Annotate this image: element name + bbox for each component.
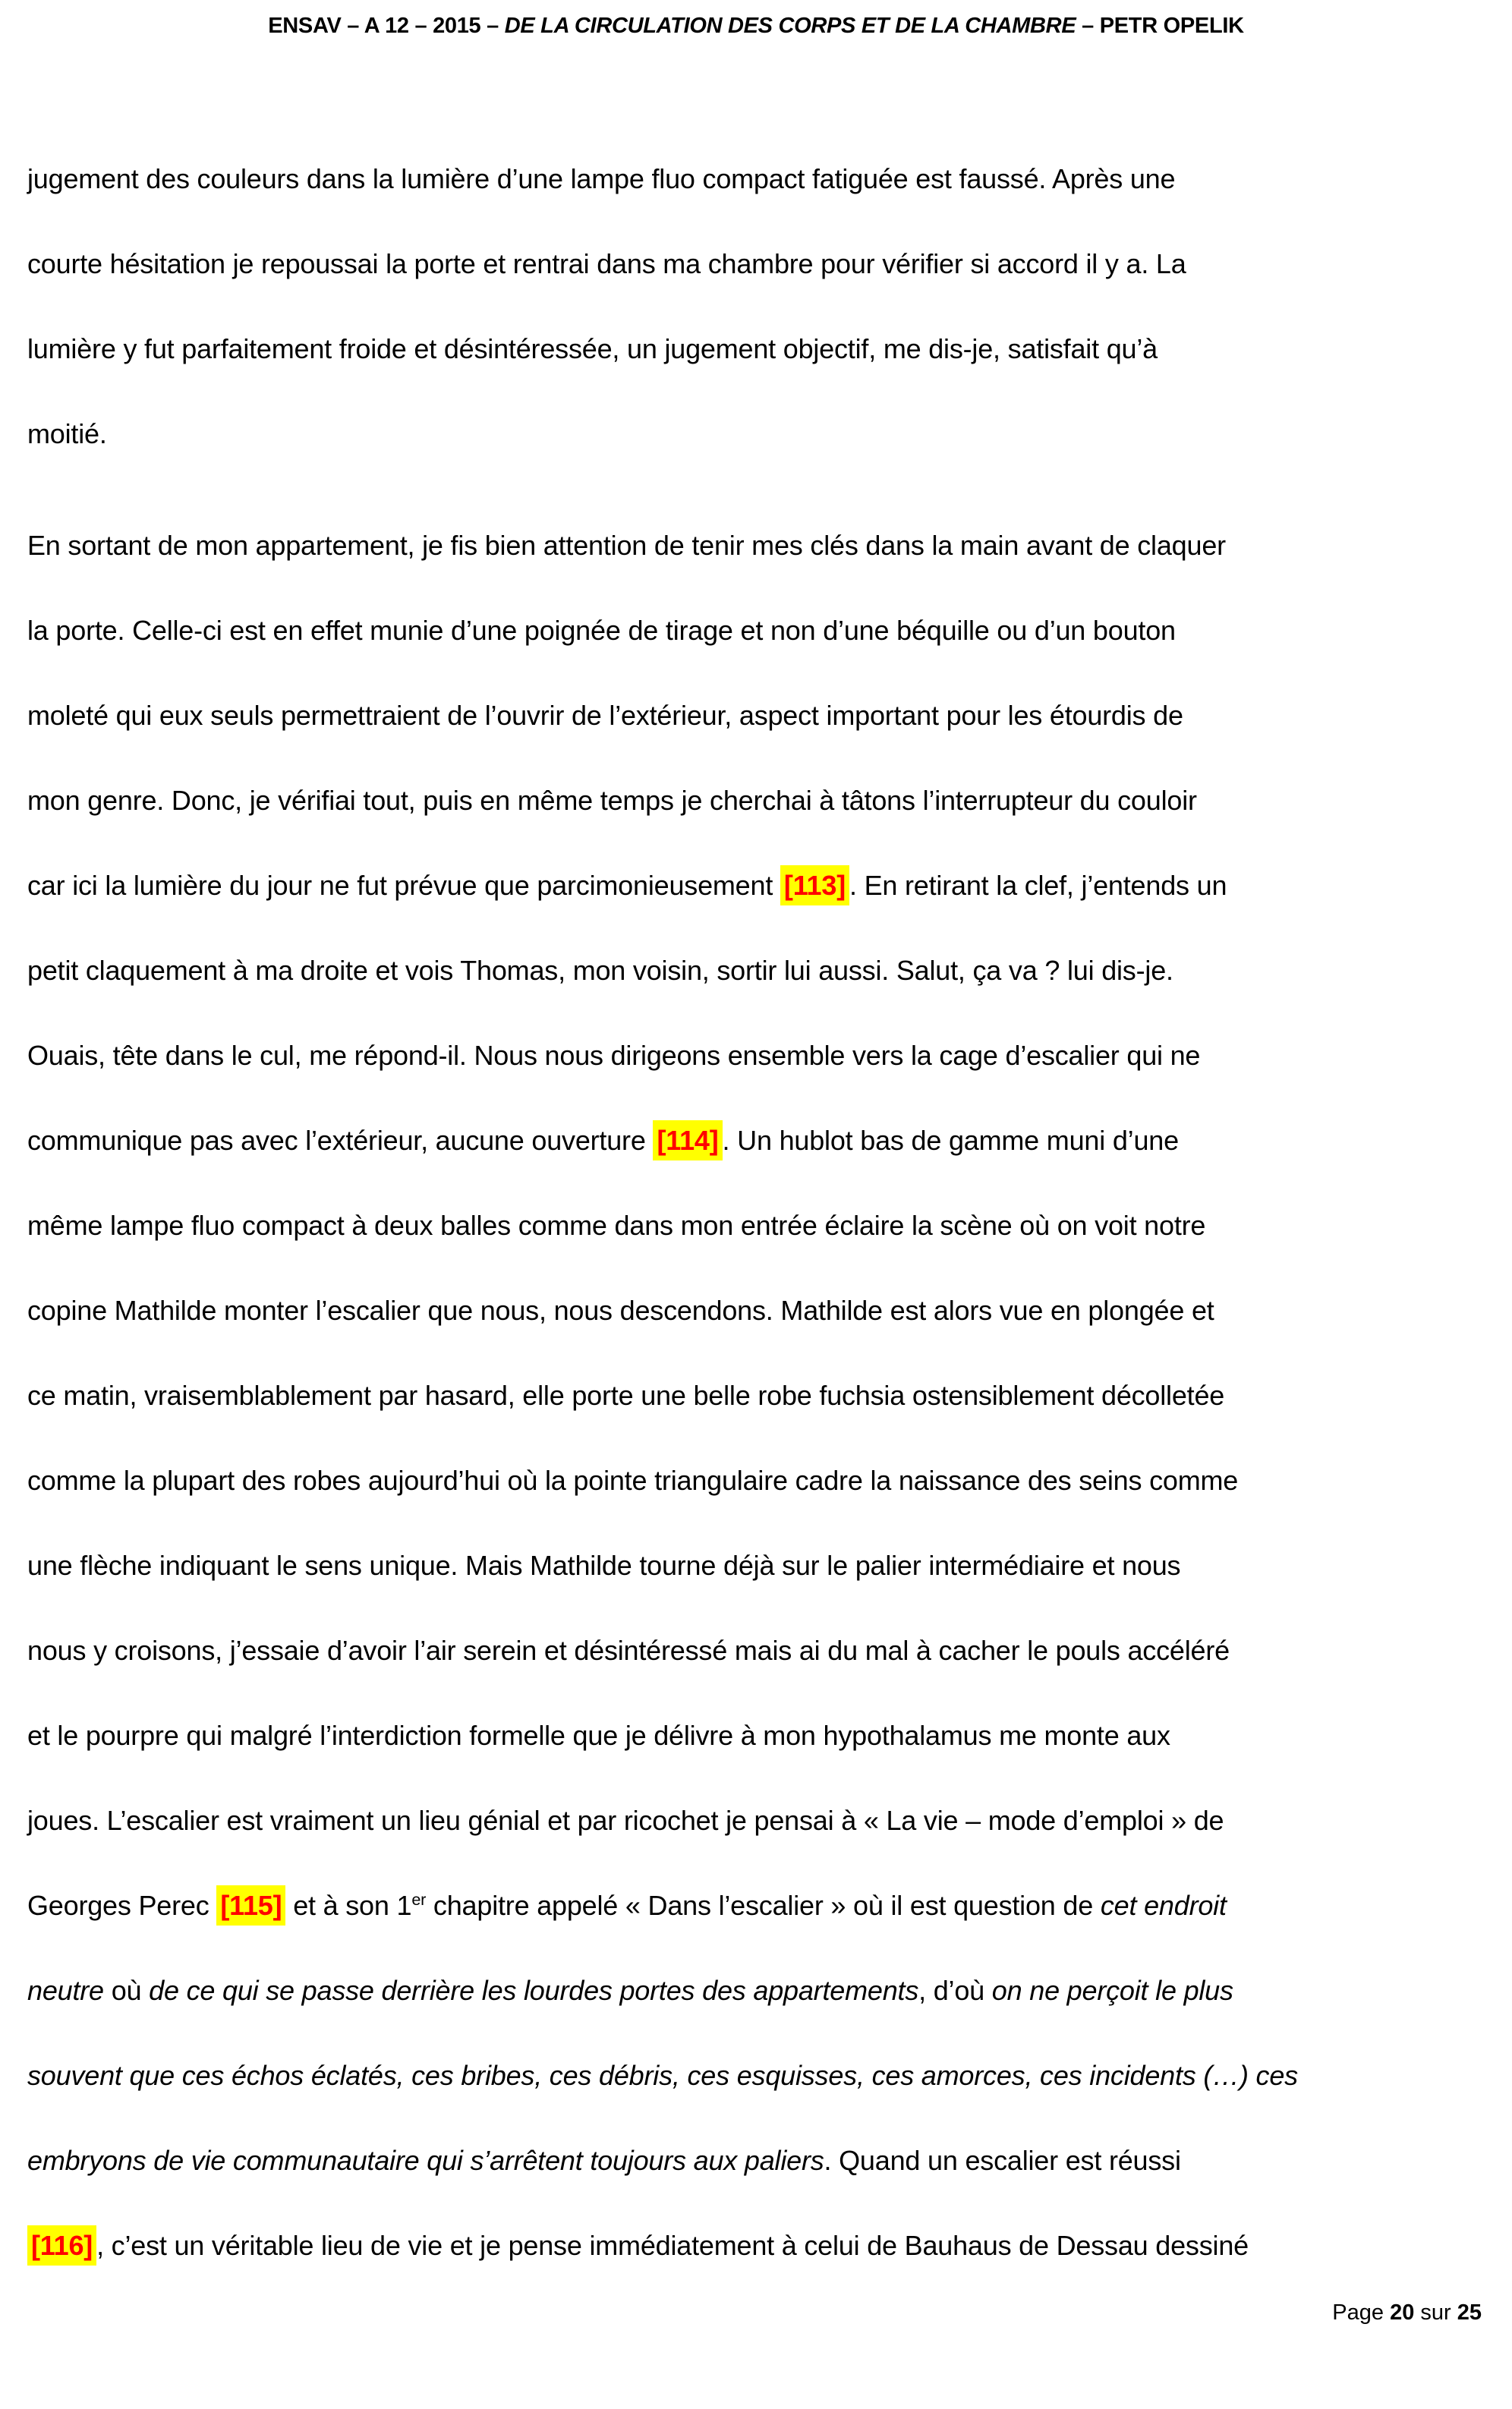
text-run: , d’où: [918, 1975, 992, 2006]
text-line: [27, 2033, 1491, 2118]
text-line: [27, 1948, 1491, 2033]
text-line: [27, 1608, 1491, 1693]
text-run: , c’est un véritable lieu de vie et je pense immédiatement à celui de Bauhaus de Dessau dessiné: [96, 2230, 1249, 2261]
text-run: souvent que ces échos éclatés, ces bribes, ces débris, ces esquisses, ces amorces, ces incidents (…) ces: [27, 2060, 1298, 2091]
text-run: on ne perçoit le plus: [991, 1975, 1233, 2006]
text-run: copine Mathilde monter l’escalier que nous, nous descendons. Mathilde est alors vue en plongée et: [27, 1295, 1214, 1326]
text-run: embryons de vie communautaire qui s’arrêtent toujours aux paliers: [27, 2145, 824, 2176]
text-run: 20: [1390, 2300, 1415, 2325]
text-line: [27, 1268, 1491, 1353]
text-line: [27, 137, 1491, 222]
text-line: [27, 307, 1491, 392]
text-run: jugement des couleurs dans la lumière d’une lampe fluo compact fatiguée est faussé. Après une: [27, 163, 1176, 194]
text-run: . Quand un escalier est réussi: [824, 2145, 1181, 2176]
text-line: [27, 758, 1491, 843]
text-line: [27, 673, 1491, 758]
citation-ref-115: [115]: [216, 1885, 285, 1926]
text-run: ENSAV – A 12 – 2015 –: [268, 14, 505, 38]
text-run: sur: [1414, 2300, 1457, 2325]
paragraph-1: [27, 137, 1491, 477]
page-number-footer: [1332, 2297, 1482, 2329]
text-run: DE LA CIRCULATION DES CORPS ET DE LA CHAMBRE: [504, 14, 1076, 38]
text-line: [27, 222, 1491, 307]
text-line: [27, 1863, 1491, 1948]
text-line: [27, 2203, 1491, 2288]
text-run: joues. L’escalier est vraiment un lieu génial et par ricochet je pensai à « La vie – mode d’emploi » de: [27, 1805, 1224, 1836]
text-line: [27, 392, 1491, 477]
text-line: [27, 1438, 1491, 1523]
text-line: [27, 1693, 1491, 1778]
text-run: courte hésitation je repoussai la porte et rentrai dans ma chambre pour vérifier si accord il y a. La: [27, 248, 1186, 279]
text-line: [27, 928, 1491, 1013]
citation-ref-113: [113]: [780, 865, 849, 905]
text-run: même lampe fluo compact à deux balles comme dans mon entrée éclaire la scène où on voit notre: [27, 1210, 1206, 1241]
text-run: . Un hublot bas de gamme muni d’une: [722, 1125, 1179, 1156]
text-run: Page: [1332, 2300, 1391, 2325]
text-run: une flèche indiquant le sens unique. Mais Mathilde tourne déjà sur le palier intermédiaire et nous: [27, 1550, 1181, 1581]
text-run: Ouais, tête dans le cul, me répond-il. Nous nous dirigeons ensemble vers la cage d’escalier qui ne: [27, 1040, 1201, 1071]
text-run: petit claquement à ma droite et vois Thomas, mon voisin, sortir lui aussi. Salut, ça va ? lui dis-je.: [27, 955, 1173, 986]
text-run: car ici la lumière du jour ne fut prévue que parcimonieusement: [27, 870, 780, 901]
text-run: cet endroit: [1100, 1890, 1227, 1921]
document-body: [27, 137, 1491, 2315]
text-line: [27, 1098, 1491, 1183]
page-header: [0, 14, 1512, 39]
text-run: . En retirant la clef, j’entends un: [849, 870, 1227, 901]
text-run: comme la plupart des robes aujourd’hui où la pointe triangulaire cadre la naissance des seins comme: [27, 1465, 1239, 1496]
text-line: [27, 503, 1491, 588]
text-line: [27, 1183, 1491, 1268]
text-run: er: [411, 1890, 427, 1909]
paragraph-2: [27, 503, 1491, 2288]
text-run: ce matin, vraisemblablement par hasard, elle porte une belle robe fuchsia ostensiblement décolletée: [27, 1380, 1225, 1411]
citation-ref-116: [116]: [27, 2225, 96, 2266]
text-run: et à son 1: [285, 1890, 412, 1921]
text-run: 25: [1457, 2300, 1482, 2325]
text-run: – PETR OPELIK: [1076, 14, 1244, 38]
text-line: [27, 1523, 1491, 1608]
text-run: et le pourpre qui malgré l’interdiction formelle que je délivre à mon hypothalamus me monte aux: [27, 1720, 1170, 1751]
text-run: En sortant de mon appartement, je fis bien attention de tenir mes clés dans la main avant de claquer: [27, 530, 1226, 561]
text-run: communique pas avec l’extérieur, aucune ouverture: [27, 1125, 654, 1156]
text-line: [27, 843, 1491, 928]
text-run: lumière y fut parfaitement froide et désintéressée, un jugement objectif, me dis-je, satisfait qu’à: [27, 333, 1158, 364]
text-run: moitié.: [27, 418, 107, 449]
text-run: Georges Perec: [27, 1890, 217, 1921]
text-run: de ce qui se passe derrière les lourdes portes des appartements: [149, 1975, 919, 2006]
text-line: [27, 588, 1491, 673]
text-line: [27, 1013, 1491, 1098]
text-run: chapitre appelé « Dans l’escalier » où il est question de: [426, 1890, 1101, 1921]
text-run: où: [103, 1975, 150, 2006]
text-run: moleté qui eux seuls permettraient de l’ouvrir de l’extérieur, aspect important pour les étourdis de: [27, 700, 1183, 731]
citation-ref-114: [114]: [653, 1120, 722, 1160]
text-run: nous y croisons, j’essaie d’avoir l’air serein et désintéressé mais ai du mal à cacher le pouls accéléré: [27, 1635, 1230, 1666]
text-run: la porte. Celle-ci est en effet munie d’une poignée de tirage et non d’une béquille ou d’un bouton: [27, 615, 1176, 646]
text-line: [27, 1778, 1491, 1863]
text-run: mon genre. Donc, je vérifiai tout, puis en même temps je cherchai à tâtons l’interrupteur du couloir: [27, 785, 1197, 816]
text-line: [27, 2118, 1491, 2203]
text-run: neutre: [27, 1975, 104, 2006]
text-line: [27, 1353, 1491, 1438]
